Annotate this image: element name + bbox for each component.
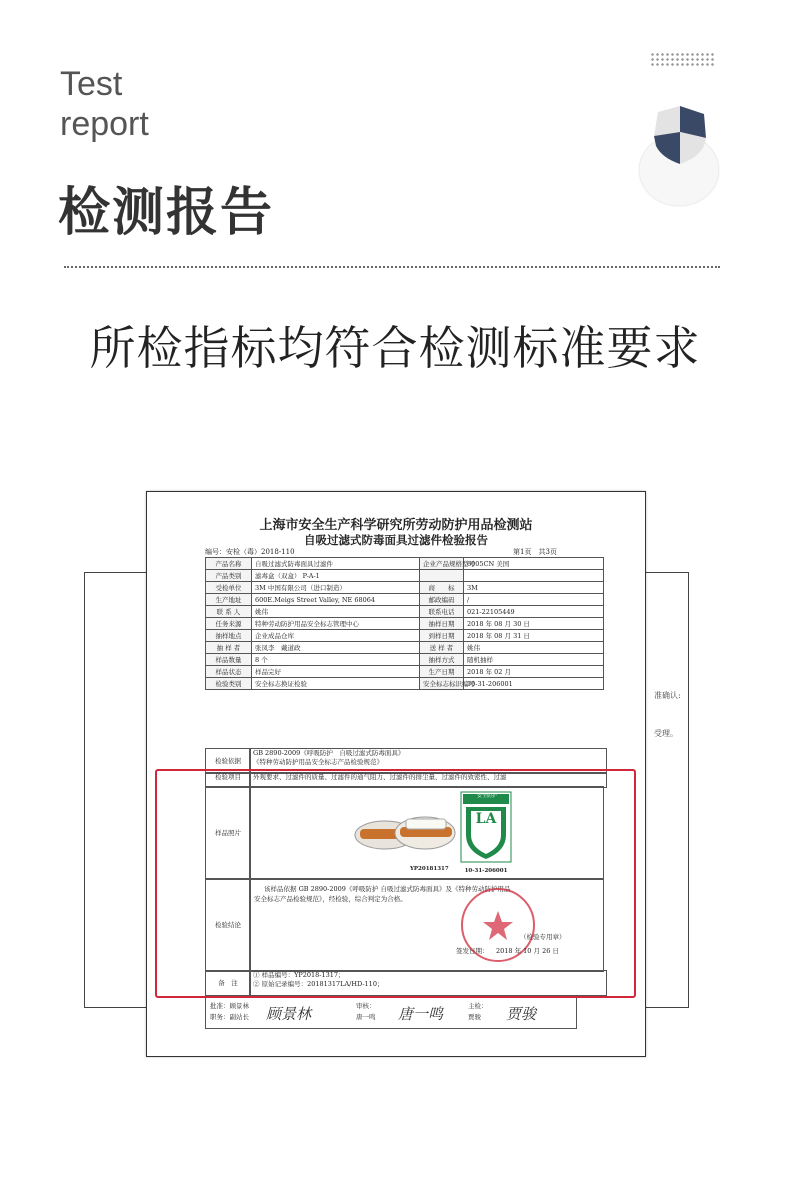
field-value: 021-22105449 [464,606,604,618]
seal-note: （检验专用章） [520,933,566,941]
background-page-text: 受理。 [654,729,678,738]
table-row [206,654,604,666]
basis-line: 《特种劳动防护用品安全标志产品检验规范》 [253,758,383,766]
field-value: 6005CN 美国 [464,558,604,570]
approve-label: 批准：顾景林 [210,1002,249,1010]
check-label: 主检： [468,1002,488,1010]
la-code: 10-31-206001 [464,868,508,874]
field-label: 样品状态 [206,666,252,678]
la-logo-top: 安全防护 [476,793,497,799]
table-row [206,666,604,678]
approve-role: 职务：副站长 [210,1013,249,1021]
review-label: 审核： [356,1002,376,1010]
field-label: 受检单位 [206,582,252,594]
field-label [420,570,464,582]
background-page-text: 准确认: [654,691,681,700]
signature-area [205,997,577,1029]
table-row [206,630,604,642]
field-label: 到样日期 [420,630,464,642]
sample-code: YP20181317 [410,866,449,872]
field-value: 2018 年 08 月 30 日 [464,618,604,630]
highlight-frame [155,769,636,998]
table-row [206,642,604,654]
field-label: 邮政编码 [420,594,464,606]
field-label: 样品数量 [206,654,252,666]
field-value: 随机抽样 [464,654,604,666]
table-row [206,606,604,618]
field-value: 企业成品仓库 [252,630,420,642]
field-value: 10-31-206001 [464,678,604,690]
field-value: 姚伟 [252,606,420,618]
field-label: 产品名称 [206,558,252,570]
items-value: 外观要求、过滤件的质量、过滤件的通气阻力、过滤件的排尘量、过滤件的致密性、过滤 [249,772,607,788]
field-label: 生产日期 [420,666,464,678]
field-value: 张凤李 戴道政 [252,642,420,654]
field-label: 安全标志标识编号 [420,678,464,690]
field-value: 姚伟 [464,642,604,654]
checker-signature: 贾骏 [506,1005,537,1023]
field-label: 抽样日期 [420,618,464,630]
shield-logo-icon [626,100,732,212]
conclusion-line: 该样品依据 GB 2890-2009《呼吸防护 自吸过滤式防毒面具》及《特种劳动防护用品 [264,885,511,893]
field-value: 自吸过滤式防毒面具过滤件 [252,558,420,570]
field-label: 送 样 者 [420,642,464,654]
issue-date: 2018 年 10 月 26 日 [496,947,559,955]
table-row [206,678,604,690]
header-en-line2: report [60,105,149,143]
conclusion-line: 安全标志产品检验规范》，经检验，综合判定为合格。 [254,895,407,903]
conclusion-label: 检验结论 [205,878,251,972]
header-en-line1: Test [60,65,123,103]
table-row [206,582,604,594]
field-value: / [464,594,604,606]
field-value: 安全标志换证检验 [252,678,420,690]
report-title: 自吸过滤式防毒面具过滤件检验报告 [304,533,488,547]
header-english [60,64,149,144]
field-label: 检验类别 [206,678,252,690]
approver-signature: 顾景林 [266,1005,312,1023]
photo-label: 样品照片 [205,786,251,880]
review-name: 唐一鸣 [356,1013,376,1021]
remark-line: ① 样品编号：YP2018-1317； [253,971,345,979]
field-label: 抽样地点 [206,630,252,642]
table-row [206,594,604,606]
field-value: 滤毒盒（双盒） P-A-1 [252,570,420,582]
field-value: 8 个 [252,654,420,666]
table-row [206,570,604,582]
field-value [464,570,604,582]
remark-label: 备 注 [205,970,251,996]
issue-date-label: 签发日期： [456,947,489,955]
field-value: 特种劳动防护用品安全标志管理中心 [252,618,420,630]
report-organization: 上海市安全生产科学研究所劳动防护用品检测站 [259,518,533,533]
report-number: 编号：安检（毒）2018-110 [205,548,295,556]
field-value: 600E.Meigs Street Valley, NE 68064 [252,594,420,606]
field-label: 抽样方式 [420,654,464,666]
field-label: 商 标 [420,582,464,594]
remark-line: ② 原始记录编号：20181317LA/HD-110； [253,980,384,988]
table-row [206,618,604,630]
report-page-info: 第1页 共3页 [513,548,557,556]
field-label: 生产地址 [206,594,252,606]
field-value: 2018 年 02 月 [464,666,604,678]
field-label: 企业产品规格型号 [420,558,464,570]
report-info-table [205,557,604,690]
field-label: 产品类别 [206,570,252,582]
reviewer-signature: 唐一鸣 [398,1005,444,1023]
items-label: 检验项目 [205,772,251,788]
dots-decoration [650,52,716,66]
field-value: 3M [464,582,604,594]
check-name: 贾骏 [468,1013,481,1021]
la-logo-text: LA [475,811,497,827]
field-value: 样品完好 [252,666,420,678]
page-title: 检测报告 [58,183,275,243]
field-label: 任务来源 [206,618,252,630]
field-label: 抽 样 者 [206,642,252,654]
table-row [206,558,604,570]
field-label: 联系电话 [420,606,464,618]
field-value: 3M 中国有限公司（进口制造） [252,582,420,594]
basis-line: GB 2890-2009《呼吸防护 自吸过滤式防毒面具》 [253,749,405,757]
dotted-divider [64,266,720,268]
basis-label: 检验依据 [205,748,251,774]
field-value: 2018 年 08 月 31 日 [464,630,604,642]
slogan-heading: 所检指标均符合检测标准要求 [89,321,701,375]
field-label: 联 系 人 [206,606,252,618]
